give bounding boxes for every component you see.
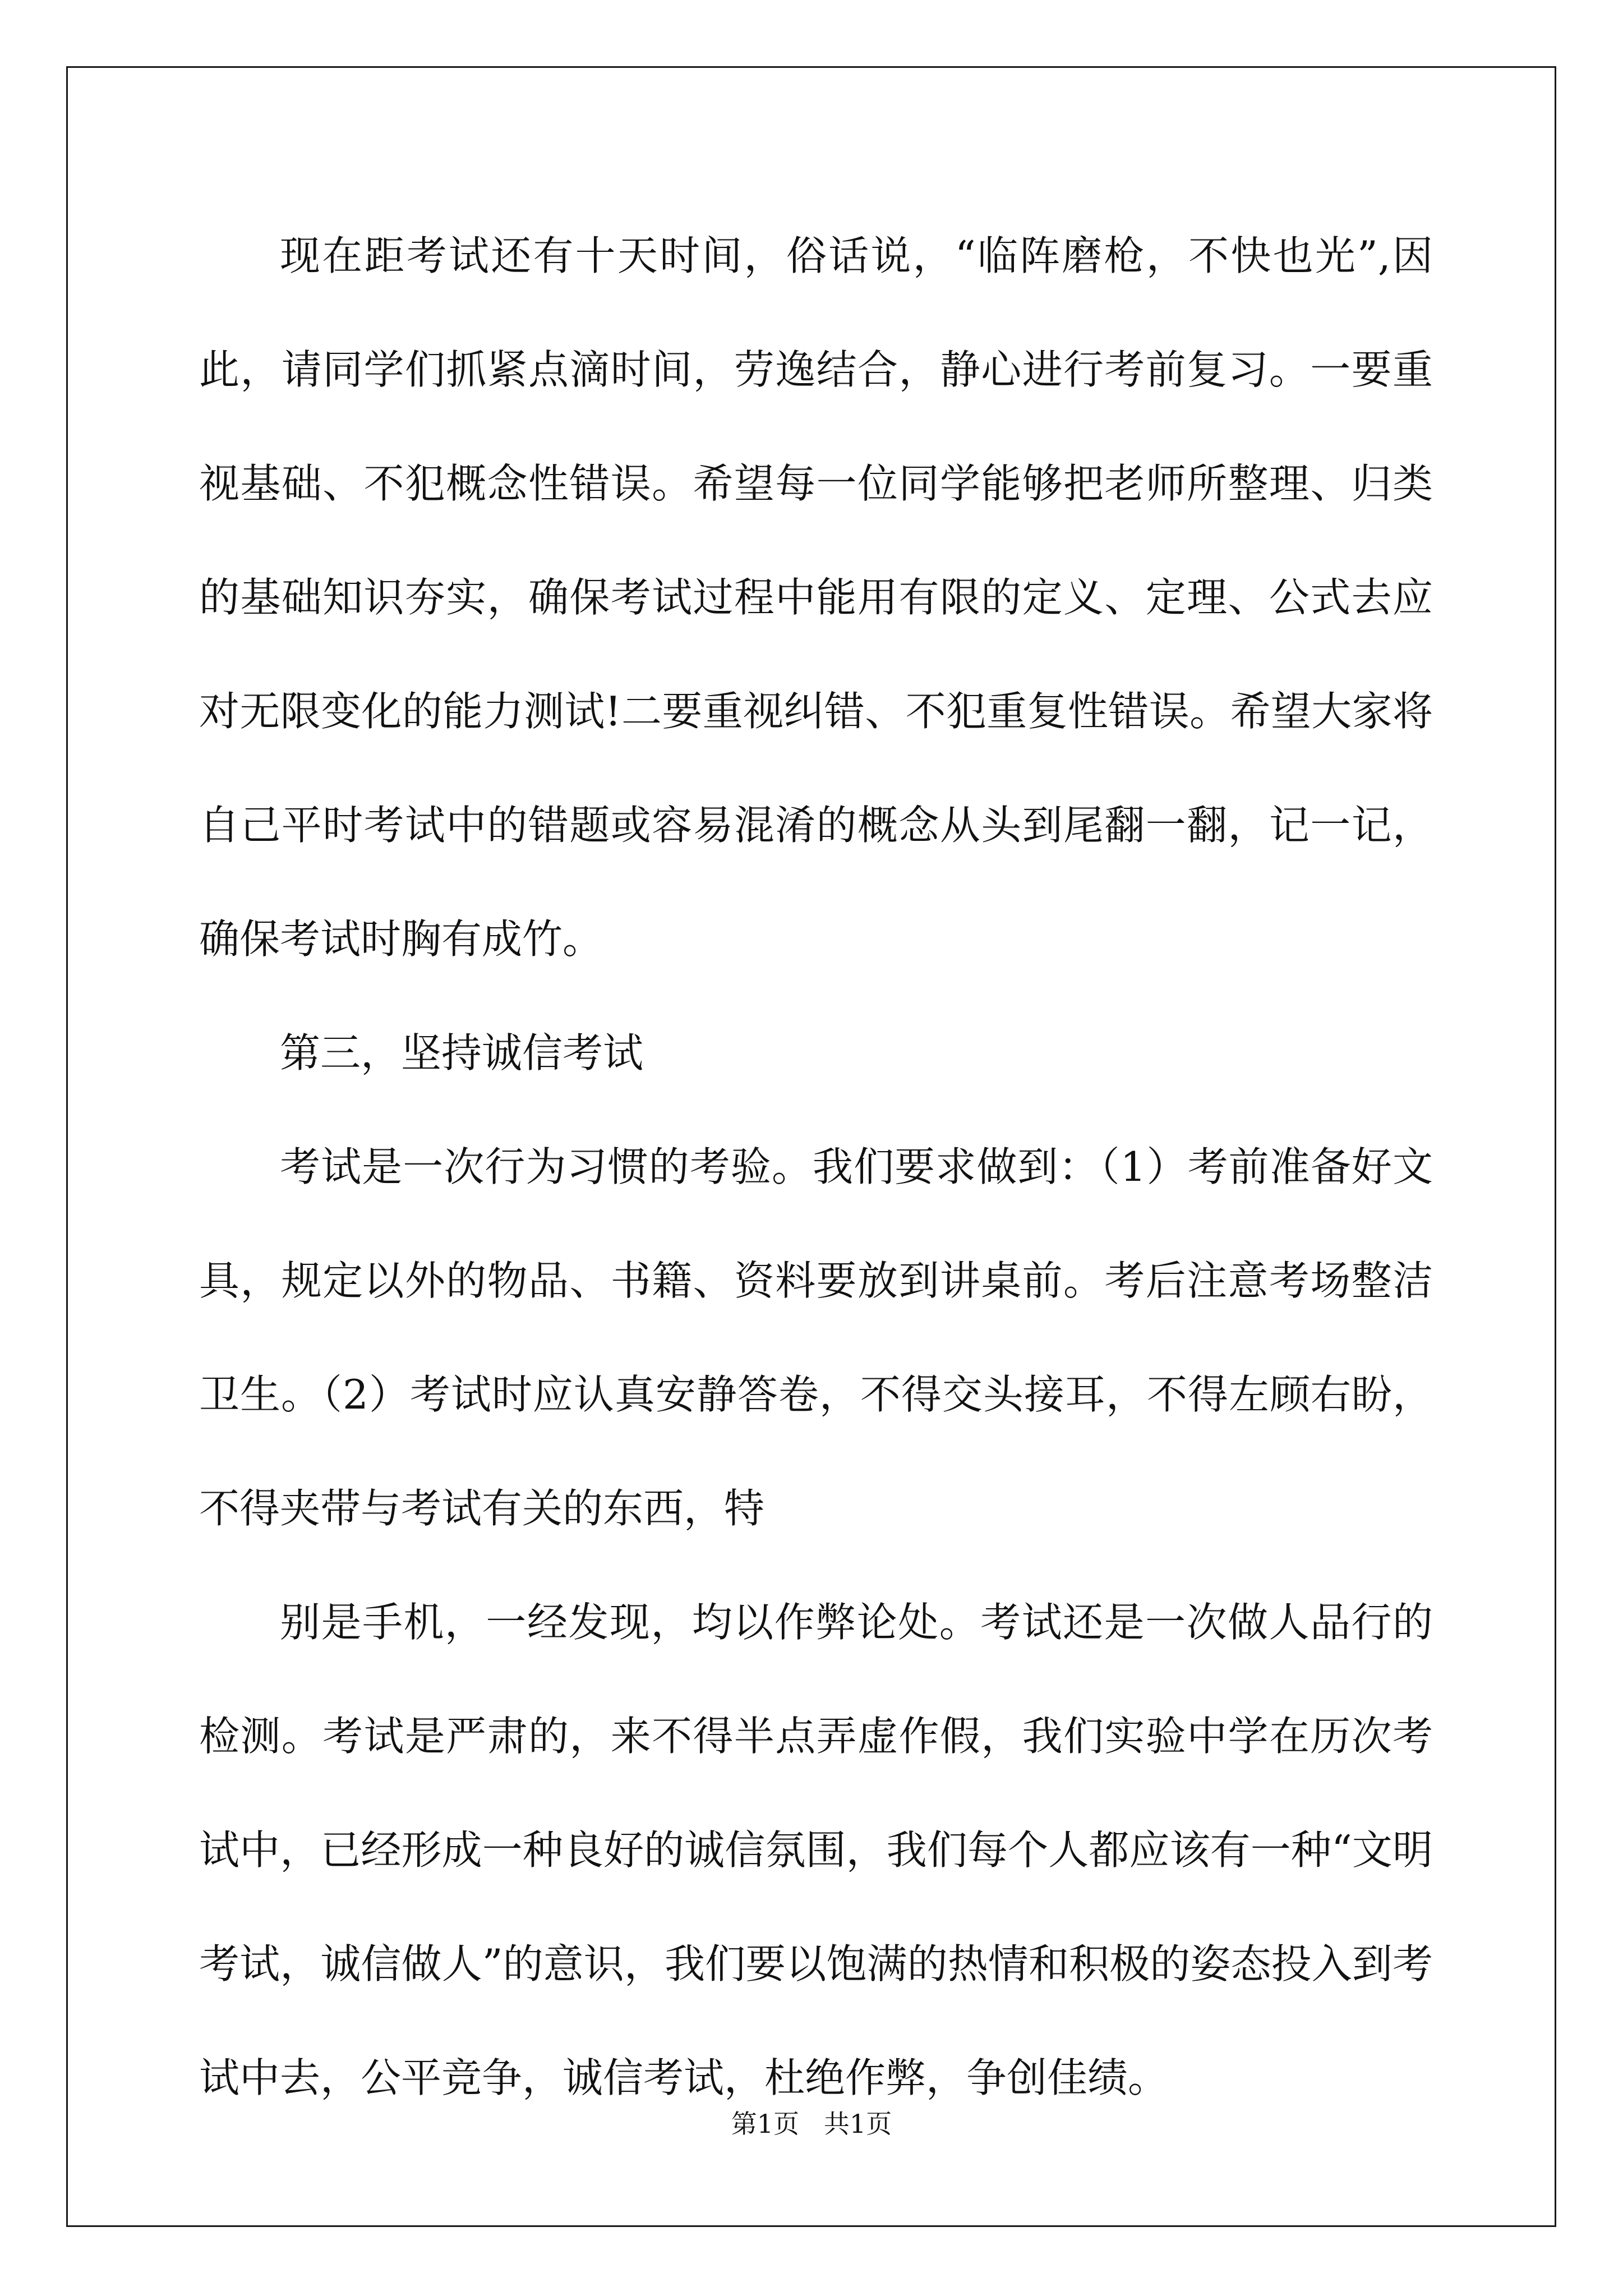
paragraph-exam-rules: 考试是一次行为习惯的考验。我们要求做到：（1）考前准备好文具，规定以外的物品、书籍、资料要放到讲桌前。考后注意考场整洁卫生。（2）考试时应认真安静答卷，不得交头接耳，不得左顾右盼，不得夹带与考试有关的东西，特 — [199, 1143, 1433, 1532]
paragraph-honesty: 别是手机，一经发现，均以作弊论处。考试还是一次做人品行的检测。考试是严肃的，来不得半点弄虚作假，我们实验中学在历次考试中，已经形成一种良好的诚信氛围，我们每个人都应该有一种“文明考试，诚信做人”的意识，我们要以饱满的热情和积极的姿态投入到考试中去，公平竞争，诚信考试，杜绝作弊，争创佳绩。 — [199, 1599, 1433, 2101]
section-heading-integrity: 第三，坚持诚信考试 — [280, 1029, 644, 1076]
document-body — [199, 199, 1433, 2135]
paragraph-exam-review: 现在距考试还有十天时间，俗话说，“临阵磨枪，不快也光”,因此，请同学们抓紧点滴时间，劳逸结合，静心进行考前复习。一要重视基础、不犯概念性错误。希望每一位同学能够把老师所整理、归类的基础知识夯实，确保考试过程中能用有限的定义、定理、公式去应对无限变化的能力测试!二要重视纠错、不犯重复性错误。希望大家将自己平时考试中的错题或容易混淆的概念从头到尾翻一翻，记一记，确保考试时胸有成竹。 — [199, 232, 1433, 963]
page-footer: 第1页 共1页 — [731, 2109, 892, 2139]
